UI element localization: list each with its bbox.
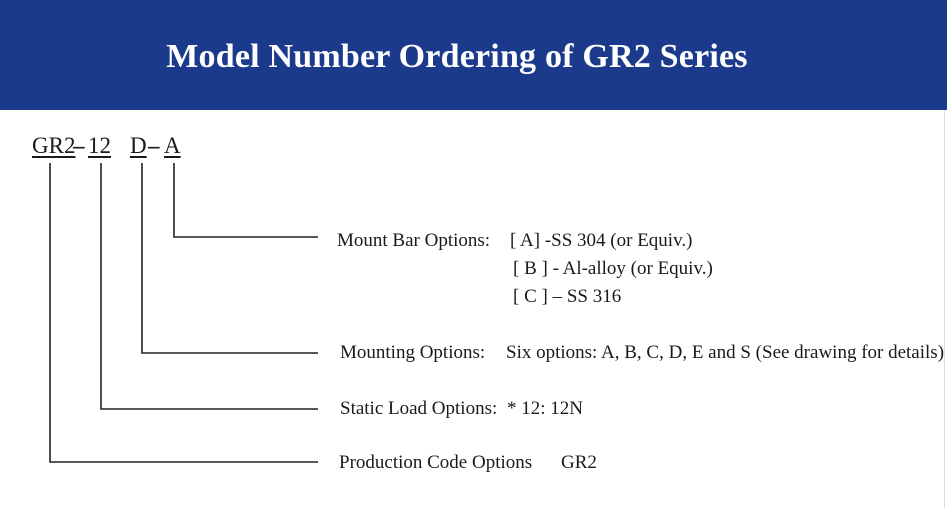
- leader-mount-bar: [174, 163, 318, 237]
- code-part-mount-bar: A: [164, 133, 181, 158]
- leader-mounting: [142, 163, 318, 353]
- production-code-options-value: GR2: [561, 452, 597, 473]
- code-part-production: GR2: [32, 133, 76, 158]
- static-load-options-label: Static Load Options:: [340, 398, 498, 419]
- code-separator-2: –: [148, 133, 160, 158]
- leader-production-code: [50, 163, 318, 462]
- page-title: Model Number Ordering of GR2 Series: [166, 38, 748, 75]
- mount-bar-option-c: [ C ] – SS 316: [513, 286, 622, 307]
- leader-static-load: [101, 163, 318, 409]
- code-separator-1: –: [73, 133, 85, 158]
- mount-bar-option-a: [ A] -SS 304 (or Equiv.): [510, 230, 693, 251]
- code-part-mounting: D: [130, 133, 147, 158]
- mounting-options-label: Mounting Options:: [340, 342, 486, 363]
- static-load-options-value: * 12: 12N: [507, 398, 583, 419]
- production-code-options-label: Production Code Options: [339, 452, 533, 473]
- code-part-static-load: 12: [88, 133, 111, 158]
- mount-bar-options-label: Mount Bar Options:: [337, 230, 491, 251]
- mount-bar-option-b: [ B ] - Al-alloy (or Equiv.): [513, 258, 713, 279]
- mounting-options-value: Six options: A, B, C, D, E and S (See drawing for details): [506, 342, 945, 363]
